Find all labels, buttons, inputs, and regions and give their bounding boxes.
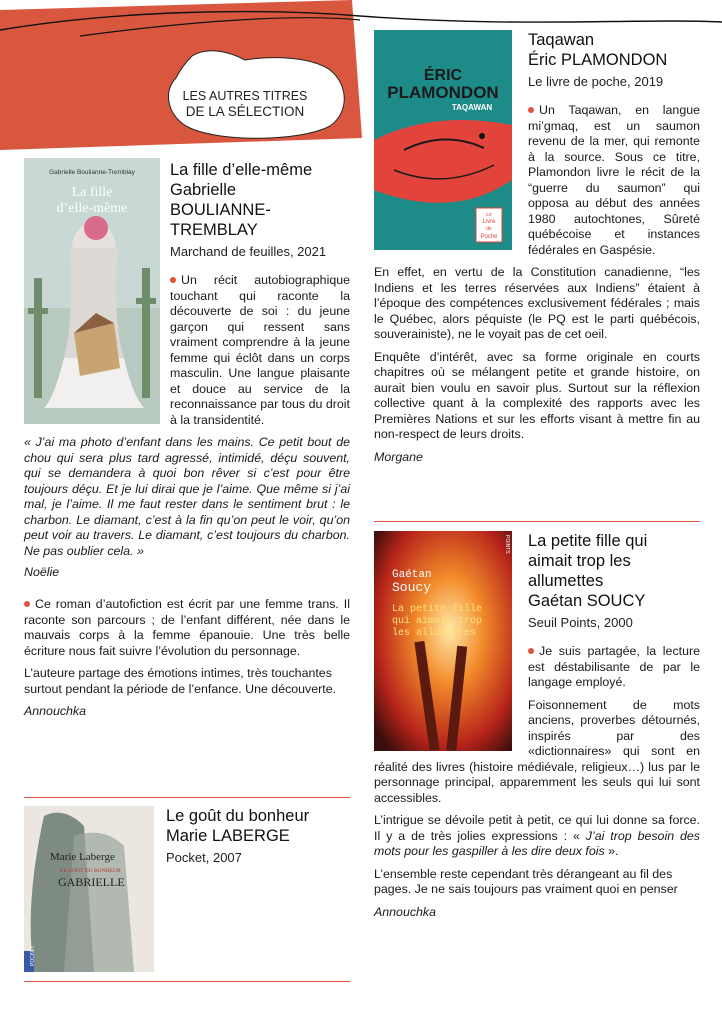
cover-taqawan [374, 30, 512, 250]
cover-title-l2: qui aimait trop [392, 616, 483, 627]
reviewer-signature: Annouchka [374, 904, 437, 919]
review-text: Un récit autobiographique touchant qui raconte la découverte de soi : du jeune garçon qui ressent sans vraiment comprendre à la jeune femme qui éclôt dans un corps masculin. Une langue plaisante et douce au service de la reconnaissance par tous du droit à la transidentité. [170, 273, 350, 427]
bullet-dot [528, 648, 534, 654]
bullet-dot [170, 277, 176, 283]
bullet-dot [24, 601, 30, 607]
review-paragraph-4: L’ensemble reste cependant très dérangeant au fil des pages. Je ne sais toujours pas vraiment quoi en penser [374, 866, 678, 896]
title-line-2: Éric PLAMONDON [528, 51, 668, 69]
title-line-2: aimait trop les [528, 552, 631, 570]
review-paragraph-3: L’auteure partage des émotions intimes, très touchantes surtout pendant la période de l’enfance. Une découverte. [24, 666, 337, 696]
cover-brand-l3: de [486, 226, 492, 232]
publisher: Seuil Points, 2000 [528, 615, 633, 630]
cover-title-l2: d’elle-même [56, 201, 128, 216]
review-quote: J’ai trop besoin des mots pour les gaspiller à les dire deux fois [374, 828, 701, 858]
review-text: Ce roman d’autofiction est écrit par une femme trans. Il raconte son parcours ; de l’enfant différent, née dans le mauvais corps à la femme épanouie. Une très belle écriture nous fait suivre l’évolution du personnage. [24, 597, 350, 658]
title-line-1: La fille d’elle-même [170, 161, 313, 179]
cover-title-l3: les allumettes [392, 628, 477, 639]
title-line-4: Gaétan SOUCY [528, 592, 646, 610]
cover-title: TAQAWAN [451, 103, 493, 112]
cover-brand: POCKET [30, 945, 36, 966]
cover-author: Marie Laberge [50, 851, 115, 863]
cover-author-l1: ÉRIC [423, 67, 463, 84]
title-line-1: La petite fille qui [528, 532, 648, 550]
cover-brand-l4: Poche [480, 234, 498, 240]
title-line-1: Taqawan [528, 31, 595, 49]
title-line-3: allumettes [528, 572, 604, 590]
publisher: Le livre de poche, 2019 [528, 74, 664, 89]
review-text: L’intrigue se dévoile petit à petit, ce qui lui donne sa force. Il y a de très jolies expressions : « [374, 813, 700, 843]
cover-author-l2: Soucy [392, 580, 432, 595]
title-line-4: TREMBLAY [170, 221, 258, 239]
review-paragraph-2: Foisonnement de mots anciens, proverbes détournés, inspirés par des «dictionnaires» qui sont en réalité des livres (histoire médiévale, religieux…) lus par le personnage principal, apparemment les seuls qui lui sont accessibles. [374, 697, 700, 805]
cover-title-l1: La petite fille [392, 604, 483, 615]
cover-la-fille [24, 158, 160, 424]
review-paragraph-2 [24, 597, 350, 659]
cover-brand: POINTS [504, 535, 510, 554]
section-label-line2: DE LA SÉLECTION [185, 104, 305, 119]
book-allumettes [374, 531, 700, 919]
review-paragraph-2: En effet, en vertu de la Constitution canadienne, “les Indiens et les terres réservées aux Indiens” étaient à l’époque des compétences exclusivement fédérales ; mais le Québec, alors péquiste (le PQ est le parti québécois, souverainiste), ne le voyait pas de cet oeil. [374, 265, 700, 341]
cover-title-l1: La fille [71, 185, 113, 200]
cover-author-l1: Gaétan [392, 569, 432, 581]
book-fille [24, 158, 350, 718]
review-text: Je suis partagée, la lecture est déstabilisante de par le langage employé. [528, 644, 700, 689]
reviewer-signature: Morgane [374, 449, 423, 464]
title-line-3: BOULIANNE- [170, 201, 271, 219]
review-text-end: ». [604, 844, 619, 858]
review-paragraph-3: Enquête d’intérêt, avec sa forme originale en courts chapitres où se mélangent petite et grande histoire, on aurait bien voulu en savoir plus. Surtout sur la réflexion collective quant à la complexité des rapports avec les Premières Nations et sur les efforts visant à mettre fin au non-respect de leurs droits. [374, 349, 700, 441]
cover-author-l2: PLAMONDON [387, 83, 499, 102]
cover-brand-l2: Livre [482, 219, 496, 225]
cover-allumettes [374, 531, 512, 751]
separator-line [374, 521, 700, 522]
publisher: Pocket, 2007 [166, 850, 242, 865]
cover-series: LE GOÛT DU BONHEUR [60, 868, 121, 874]
review-paragraph-3 [374, 813, 700, 860]
title-line-2: Gabrielle [170, 181, 237, 199]
book-taqawan [374, 30, 700, 464]
separator-line [24, 981, 350, 982]
cover-brand-l1: Le [486, 212, 492, 218]
quote-paragraph: « J’ai ma photo d’enfant dans les mains. Ce petit bout de chou qui sera plus tard agressé, intimidé, déçu souvent, qui se demandera à quoi bon rêver si c’est pour être toujours déçu. Et je lui dirai que je l’aime. Que même si j’ai mal, je l’aime. Il me faut rester dans le sentiment brut : le charbon. Le diamant, c’est à la fin qu’on peut le voir, qu’on peut voir au travers. Le diamant, c’est toujours du charbon. Ne pas oublier cela. » [24, 435, 350, 558]
cover-title: GABRIELLE [58, 875, 125, 889]
cover-author-text: Gabrielle Boulianne-Tremblay [49, 169, 135, 176]
reviewer-signature: Noëlie [24, 565, 60, 579]
reviewer-signature: Annouchka [24, 704, 87, 718]
separator-line [24, 797, 350, 798]
review-text: Un Taqawan, en langue mi’gmaq, est un saumon revenu de la mer, qui remonte à la source. Sous ce titre, Plamondon livre le récit de la “guerre du saumon” qui opposa au début des années 1980 autochtones, Sûreté québécoise et instances fédérales en Gaspésie. [528, 103, 700, 257]
bullet-dot [528, 107, 534, 113]
publisher: Marchand de feuilles, 2021 [170, 244, 327, 259]
title-line-1: Le goût du bonheur [166, 807, 310, 825]
section-label [160, 88, 330, 120]
cover-le-gout-du-bonheur [24, 806, 154, 972]
title-line-2: Marie LABERGE [166, 827, 290, 845]
section-label-line1: LES AUTRES TITRES [182, 89, 308, 103]
